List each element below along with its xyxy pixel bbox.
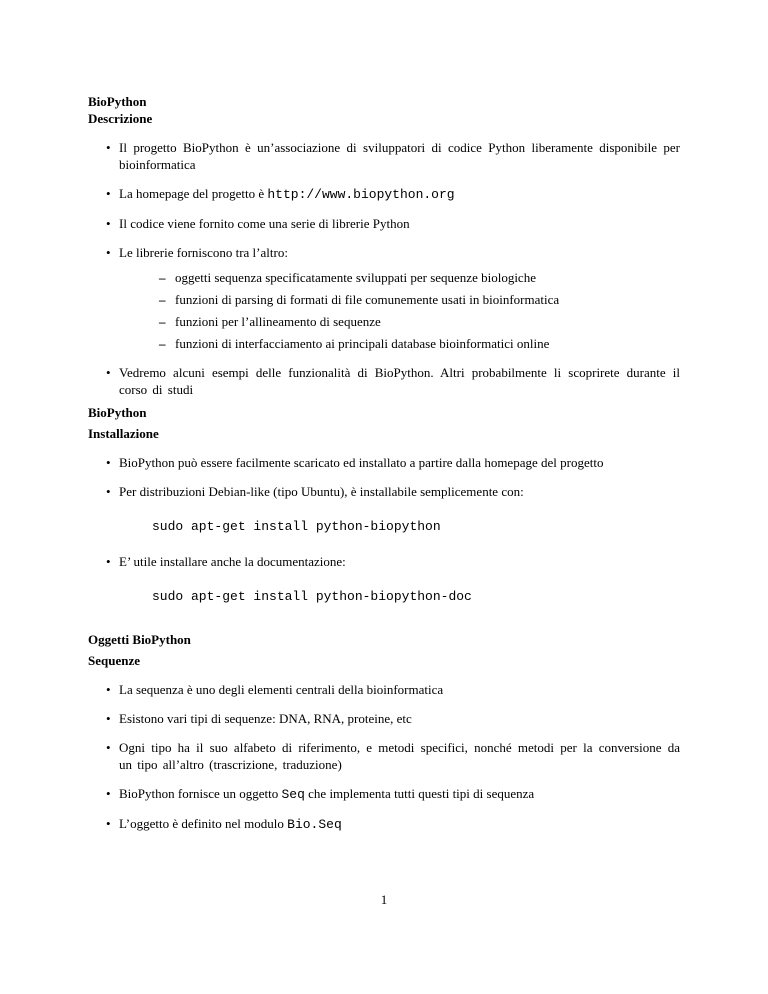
homepage-url: http://www.biopython.org [267,187,455,202]
section-subtitle: Installazione [88,426,159,441]
item-text: La homepage del progetto è [119,186,268,201]
page-number: 1 [380,892,388,907]
section-sequenze [88,631,680,833]
dash-icon: – [159,336,166,351]
sub-list-item: – funzioni di interfacciamento ai principali database bioinformatici online [159,336,550,351]
bullet-icon: • [106,216,111,231]
list-item: • Le librerie forniscono tra l’altro: – oggetti sequenza specificatamente sviluppati per sequenze biologiche – funzioni di parsing di formati di file comunemente usati in bioinformatica – funzioni per l’allineamento di sequenze – funzioni di interfacciamento ai principali database bioinformatici online [88,244,680,352]
list-item: • Esistono vari tipi di sequenze: DNA, RNA, proteine, etc [106,711,412,726]
list-item: • Per distribuzioni Debian-like (tipo Ubuntu), è installabile semplicemente con: sudo apt-get install python-biopython [88,483,680,535]
bullet-icon: • [106,816,111,831]
sub-list-item: – oggetti sequenza specificatamente sviluppati per sequenze biologiche [159,270,536,285]
dash-icon: – [159,270,166,285]
list-item: • Ogni tipo ha il suo alfabeto di riferimento, e metodi specifici, nonché metodi per la conversione da un tipo all’altro (trascrizione, traduzione) [106,740,680,772]
list-item: • L’oggetto è definito nel modulo Bio.Seq [106,816,342,832]
bullet-list [88,454,680,605]
bullet-icon: • [106,484,111,499]
list-item: • Vedremo alcuni esempi delle funzionalità di BioPython. Altri probabilmente li scoprirete durante il corso di studi [106,365,680,397]
dash-icon: – [159,314,166,329]
module-code: Bio.Seq [287,817,342,832]
list-item: • La sequenza è uno degli elementi centrali della bioinformatica [106,682,444,697]
list-item: • BioPython fornisce un oggetto Seq che implementa tutti questi tipi di sequenza [106,786,535,802]
bullet-list [88,139,680,398]
dash-icon: – [159,292,166,307]
section-subtitle: Sequenze [88,653,140,668]
list-item: • Il progetto BioPython è un’associazione di sviluppatori di codice Python liberamente disponibile per bioinformatica [106,140,680,172]
bullet-icon: • [106,140,111,155]
bullet-icon: • [106,786,111,801]
section-subtitle: Descrizione [88,111,153,126]
section-title: BioPython [88,405,147,420]
install-command: sudo apt-get install python-biopython [152,519,441,534]
seq-code: Seq [281,787,305,802]
install-doc-command: sudo apt-get install python-biopython-doc [152,589,472,604]
list-item: • E’ utile installare anche la documentazione: sudo apt-get install python-biopython-doc [88,553,680,605]
bullet-icon: • [106,365,111,380]
bullet-icon: • [106,554,111,569]
bullet-list [88,681,680,833]
bullet-icon: • [106,682,111,697]
section-title: BioPython [88,94,147,109]
bullet-icon: • [106,245,111,260]
list-item: • Il codice viene fornito come una serie di librerie Python [106,216,410,231]
sub-list [119,269,680,352]
bullet-icon: • [106,740,111,755]
section-installazione [88,404,680,605]
list-item [88,185,680,203]
bullet-icon: • [106,455,111,470]
bullet-icon: • [106,711,111,726]
sub-list-item: – funzioni per l’allineamento di sequenze [159,314,381,329]
section-title: Oggetti BioPython [88,632,191,647]
section-descrizione [88,93,680,398]
bullet-icon: • [106,186,111,201]
list-item: • BioPython può essere facilmente scaricato ed installato a partire dalla homepage del progetto [106,455,604,470]
sub-list-item: – funzioni di parsing di formati di file comunemente usati in bioinformatica [159,292,560,307]
